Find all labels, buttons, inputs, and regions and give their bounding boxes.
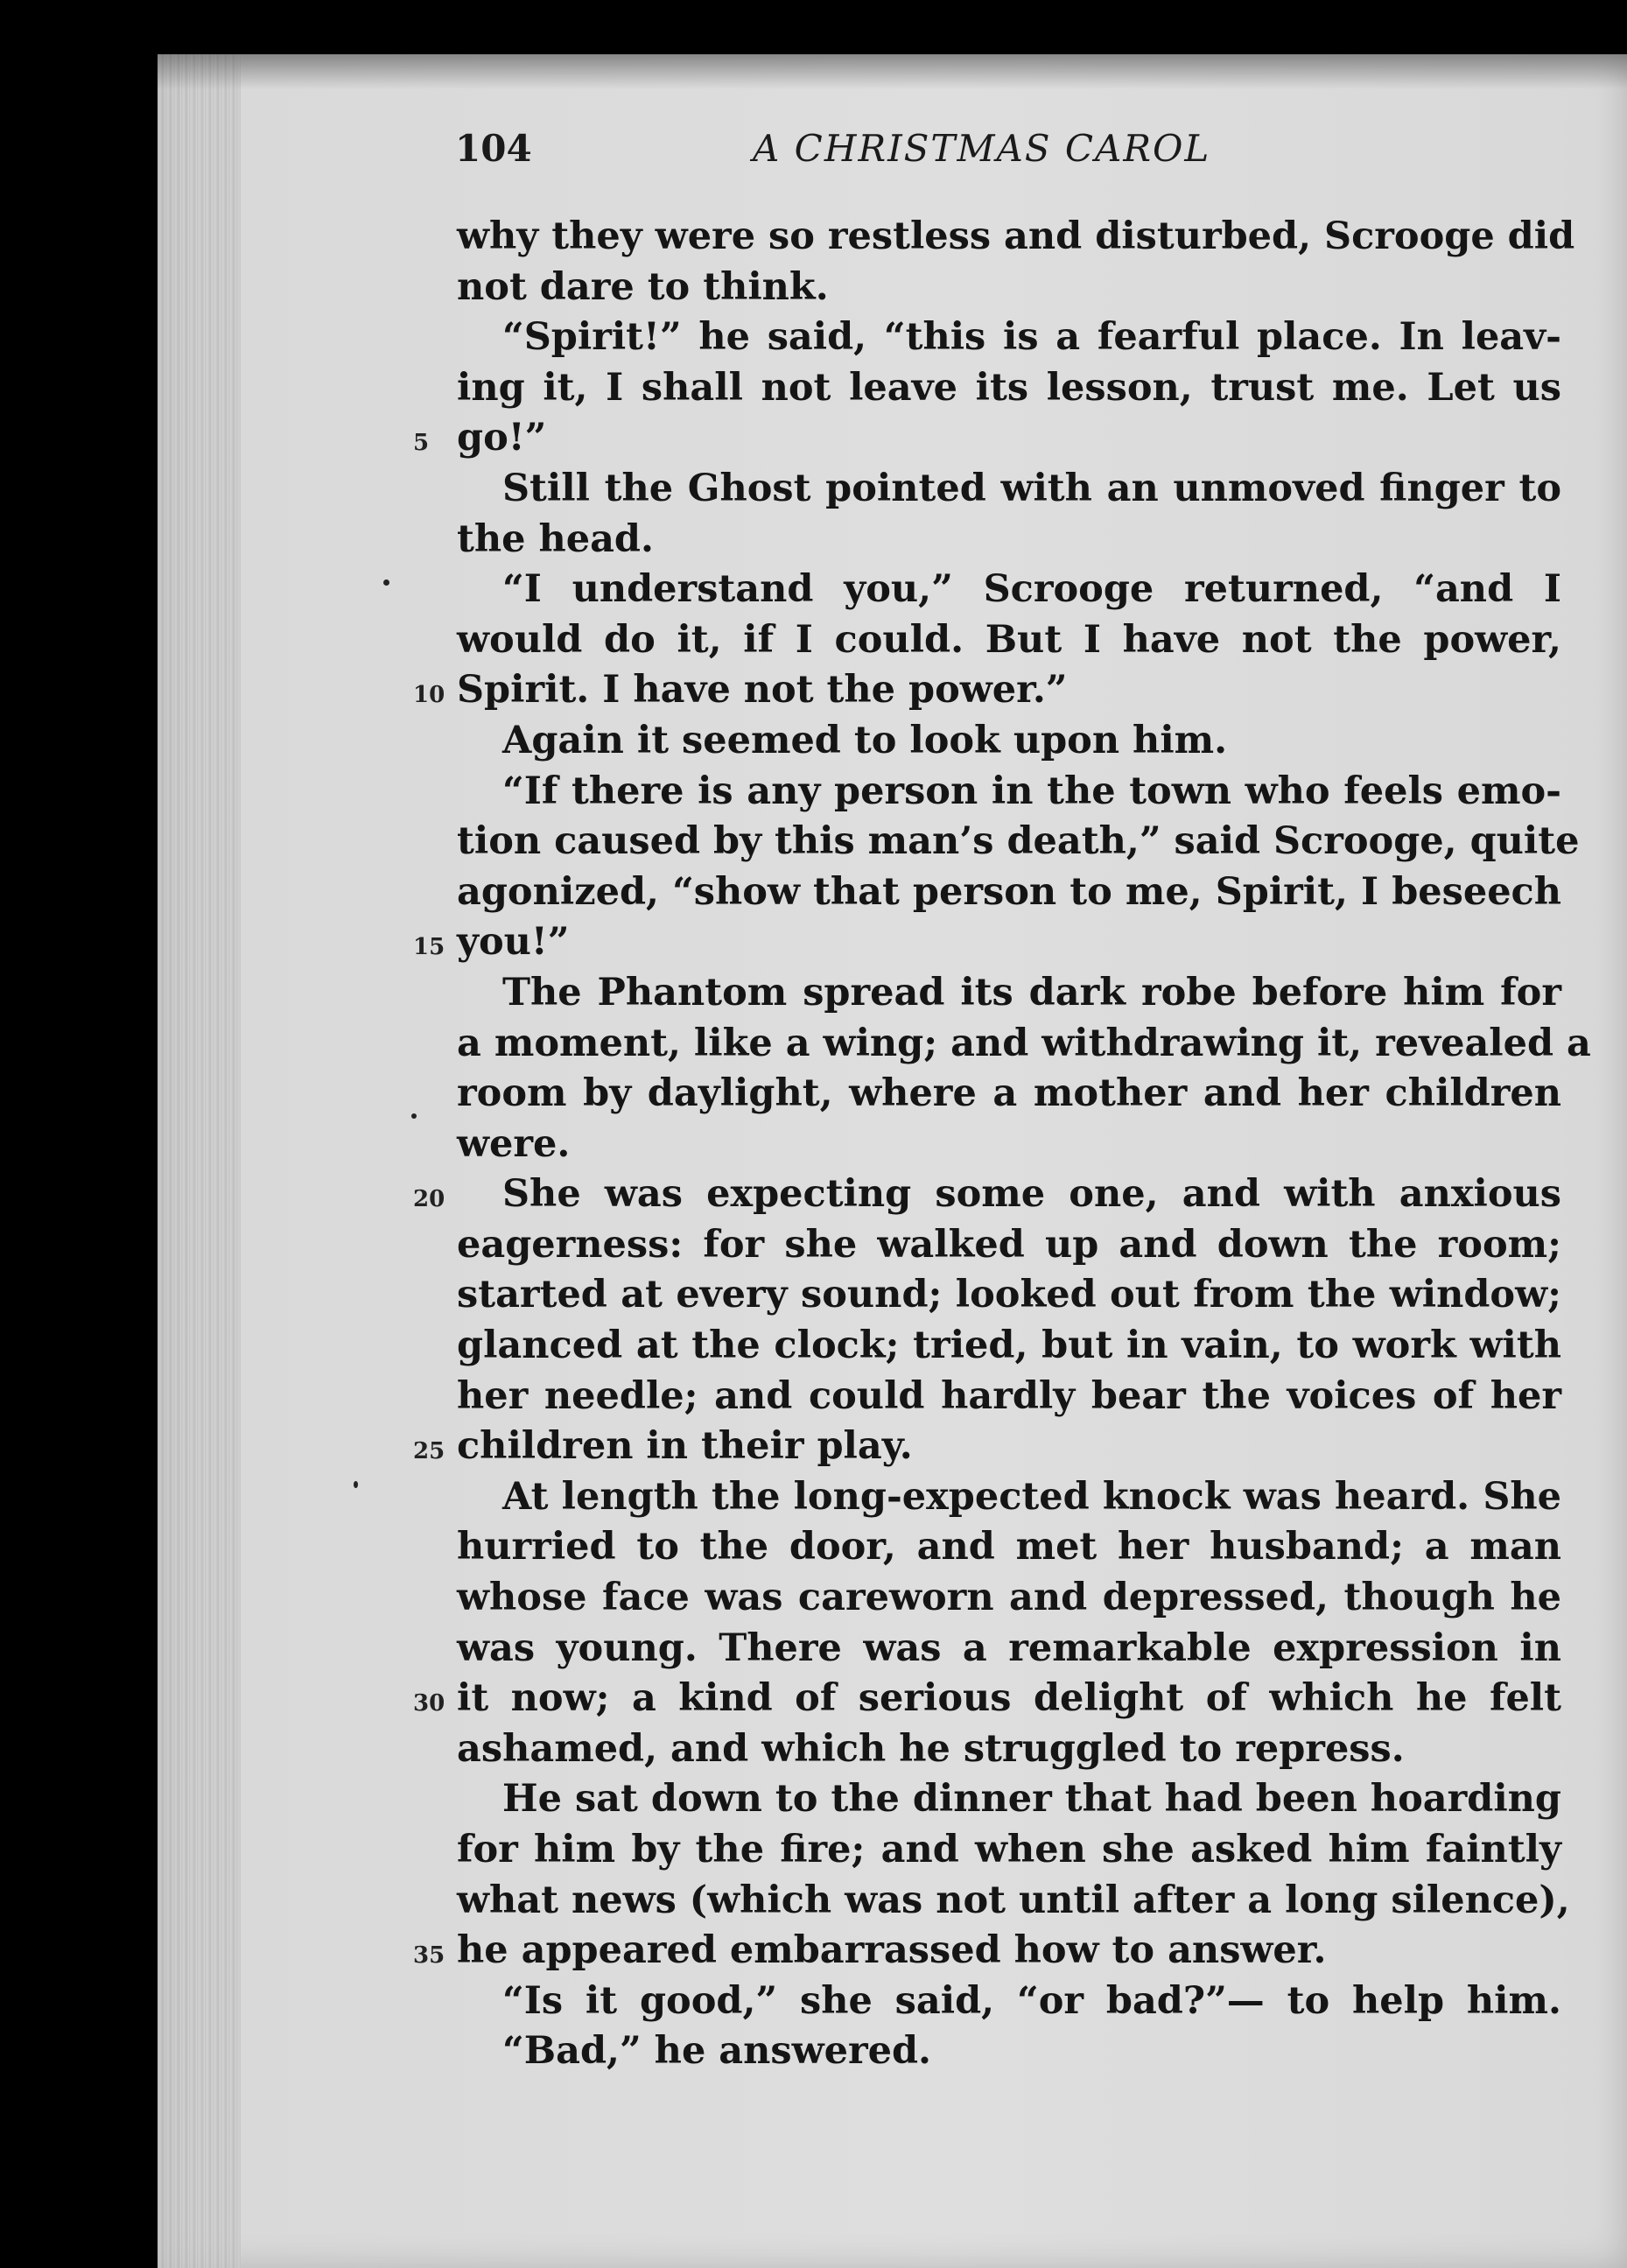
line-text: ing it, I shall not leave its lesson, trust me. Let us <box>457 365 1561 410</box>
text-line <box>457 1472 1561 1523</box>
line-text: go!” <box>457 416 547 460</box>
line-text: it now; a kind of serious delight of which he felt <box>457 1676 1561 1721</box>
text-line <box>457 1220 1561 1271</box>
line-text: whose face was careworn and depressed, though he <box>457 1576 1561 1620</box>
text-line <box>457 1876 1570 1927</box>
text-line <box>457 212 1575 263</box>
page-header <box>455 127 1252 179</box>
line-text: he appeared embarrassed how to answer. <box>457 1928 1327 1973</box>
text-line <box>457 1270 1561 1321</box>
text-line <box>457 515 1561 565</box>
line-text: “If there is any person in the town who feels emo- <box>502 769 1561 813</box>
line-text: tion caused by this man’s death,” said Scrooge, quite <box>457 819 1580 864</box>
text-line <box>457 716 1561 767</box>
body-text <box>413 212 1591 2077</box>
line-text: you!” <box>457 920 570 965</box>
text-line <box>457 1019 1591 1070</box>
text-line <box>457 565 1561 615</box>
line-number: 15 <box>413 934 445 961</box>
line-text: Spirit. I have not the power.” <box>457 668 1068 713</box>
line-text: “Is it good,” she said, “or bad?”— to help him. <box>502 1978 1561 2023</box>
page-top-shadow <box>158 54 1627 89</box>
line-text: for him by the fire; and when she asked him faintly <box>457 1828 1561 1871</box>
line-text: why they were so restless and disturbed, Scrooge did <box>457 214 1575 258</box>
text-line <box>457 1624 1561 1675</box>
text-line <box>413 1422 1561 1472</box>
line-text: would do it, if I could. But I have not the power, <box>457 617 1561 662</box>
text-line <box>457 1573 1561 1624</box>
line-text: The Phantom spread its dark robe before him for <box>502 970 1561 1015</box>
line-text: She was expecting some one, and with anxious <box>502 1172 1561 1217</box>
text-line <box>457 1977 1561 2027</box>
text-line <box>457 363 1561 414</box>
line-text: Still the Ghost pointed with an unmoved finger to <box>502 466 1561 510</box>
line-text: started at every sound; looked out from the window; <box>457 1273 1561 1317</box>
running-title: A CHRISTMAS CAROL <box>753 127 1211 170</box>
line-text: eagerness: for she walked up and down the room; <box>457 1222 1561 1267</box>
line-text: hurried to the door, and met her husband; a man <box>457 1525 1561 1569</box>
line-text: “Bad,” he answered. <box>502 2029 932 2074</box>
line-number: 20 <box>413 1186 445 1213</box>
line-text: room by daylight, where a mother and her children <box>457 1071 1561 1116</box>
text-line <box>457 615 1561 666</box>
text-line <box>413 1926 1561 1977</box>
text-line <box>457 1372 1561 1422</box>
text-line <box>457 1522 1561 1573</box>
line-number: 30 <box>413 1690 445 1717</box>
line-text: He sat down to the dinner that had been hoarding <box>502 1777 1561 1822</box>
text-line <box>413 917 1561 968</box>
text-line <box>457 1120 1561 1170</box>
line-text: not dare to think. <box>457 264 829 309</box>
line-text: ashamed, and which he struggled to repress. <box>457 1726 1405 1771</box>
text-line <box>413 665 1561 716</box>
text-line <box>457 1069 1561 1120</box>
ink-speck <box>383 579 389 586</box>
text-line <box>413 1169 1561 1220</box>
page-number: 104 <box>455 127 532 170</box>
line-number: 35 <box>413 1942 445 1970</box>
line-number: 25 <box>413 1438 445 1465</box>
text-line <box>457 1825 1561 1876</box>
text-line <box>457 1724 1561 1775</box>
text-line <box>413 413 1561 464</box>
line-text: “I understand you,” Scrooge returned, “and I <box>502 567 1561 612</box>
line-number: 10 <box>413 682 445 709</box>
text-line <box>457 312 1561 363</box>
text-line <box>457 867 1561 918</box>
line-text: were. <box>457 1121 571 1166</box>
line-text: her needle; and could hardly bear the voices of her <box>457 1373 1561 1418</box>
line-text: glanced at the clock; tried, but in vain, to work with <box>457 1324 1561 1368</box>
line-text: a moment, like a wing; and withdrawing it, revealed a <box>457 1021 1591 1065</box>
line-text: agonized, “show that person to me, Spirit, I beseech <box>457 869 1561 914</box>
line-text: “Spirit!” he said, “this is a fearful place. In leav- <box>502 315 1561 360</box>
page-edge <box>158 54 241 2268</box>
ink-speck <box>411 1113 417 1119</box>
line-text: what news (which was not until after a long silence), <box>457 1878 1570 1922</box>
text-line <box>457 968 1561 1019</box>
line-text: Again it seemed to look upon him. <box>502 718 1228 762</box>
text-line <box>457 2026 1561 2077</box>
ink-speck <box>354 1481 358 1488</box>
text-line <box>457 263 1561 313</box>
line-text: was young. There was a remarkable expression in <box>457 1626 1561 1670</box>
line-text: At length the long-expected knock was heard. She <box>502 1474 1561 1519</box>
text-line <box>457 464 1561 515</box>
text-line <box>457 1321 1561 1372</box>
line-text: children in their play. <box>457 1424 913 1469</box>
text-line <box>457 817 1580 867</box>
text-line <box>457 1774 1561 1825</box>
text-line <box>413 1674 1561 1724</box>
line-text: the head. <box>457 516 654 561</box>
line-number: 5 <box>413 430 430 457</box>
text-line <box>457 767 1561 818</box>
